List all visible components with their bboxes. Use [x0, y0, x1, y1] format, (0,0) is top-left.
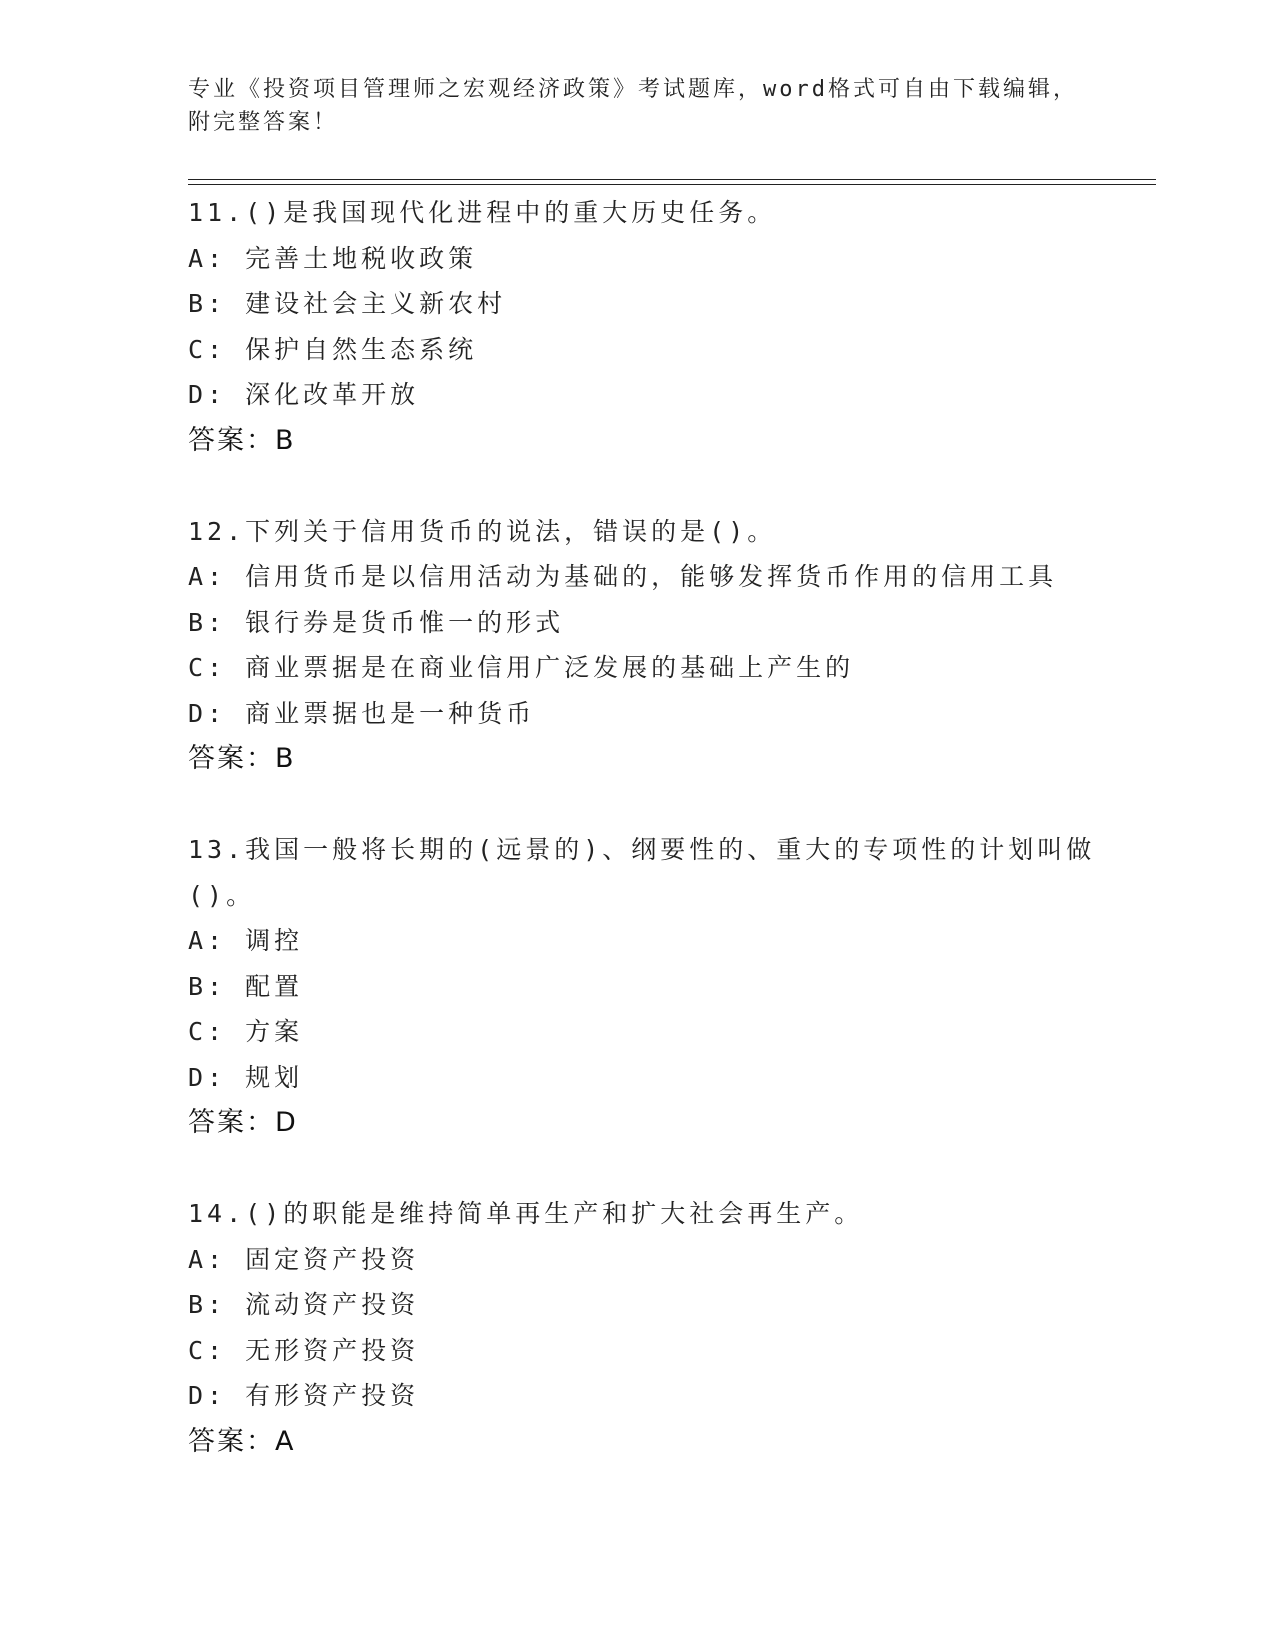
answer-label: 答案：D: [188, 1107, 298, 1138]
header-divider: [188, 179, 1156, 185]
header-line-2: 附完整答案！: [188, 110, 339, 135]
option-a: A: 固定资产投资: [188, 1244, 420, 1274]
option-c: C: 保护自然生态系统: [188, 334, 478, 364]
question-13: [188, 827, 1108, 1146]
option-b: B: 建设社会主义新农村: [188, 289, 507, 318]
question-stem: 13.我国一般将长期的(远景的)、纲要性的、重大的专项性的计划叫做: [188, 835, 1096, 864]
option-d: D: 深化改革开放: [188, 380, 420, 409]
question-stem: 14.()的职能是维持简单再生产和扩大社会再生产。: [188, 1199, 864, 1228]
option-c: C: 方案: [188, 1017, 304, 1046]
question-list: [188, 190, 1108, 1510]
option-b: B: 流动资产投资: [188, 1290, 420, 1319]
option-c: C: 无形资产投资: [188, 1335, 420, 1365]
question-14: [188, 1191, 1108, 1465]
option-b: B: 银行券是货币惟一的形式: [188, 607, 565, 637]
option-b: B: 配置: [188, 971, 304, 1001]
option-a: A: 信用货币是以信用活动为基础的，能够发挥货币作用的信用工具: [188, 562, 1058, 591]
question-stem: 11.()是我国现代化进程中的重大历史任务。: [188, 198, 777, 227]
option-d: D: 商业票据也是一种货币: [188, 698, 536, 728]
answer-label: 答案：A: [188, 1425, 296, 1457]
option-a: A: 调控: [188, 926, 304, 955]
option-c: C: 商业票据是在商业信用广泛发展的基础上产生的: [188, 653, 855, 682]
option-d: D: 规划: [188, 1062, 304, 1092]
question-12: [188, 509, 1108, 783]
answer-label: 答案：B: [188, 743, 296, 774]
question-stem: 12.下列关于信用货币的说法，错误的是()。: [188, 516, 777, 546]
option-a: A: 完善土地税收政策: [188, 243, 478, 273]
question-stem-continued: ()。: [188, 880, 256, 910]
answer-label: 答案：B: [188, 424, 296, 456]
option-d: D: 有形资产投资: [188, 1381, 420, 1410]
question-11: [188, 190, 1108, 464]
document-header: [188, 73, 1088, 139]
header-line-1: 专业《投资项目管理师之宏观经济政策》考试题库，word格式可自由下载编辑，: [188, 77, 1078, 102]
